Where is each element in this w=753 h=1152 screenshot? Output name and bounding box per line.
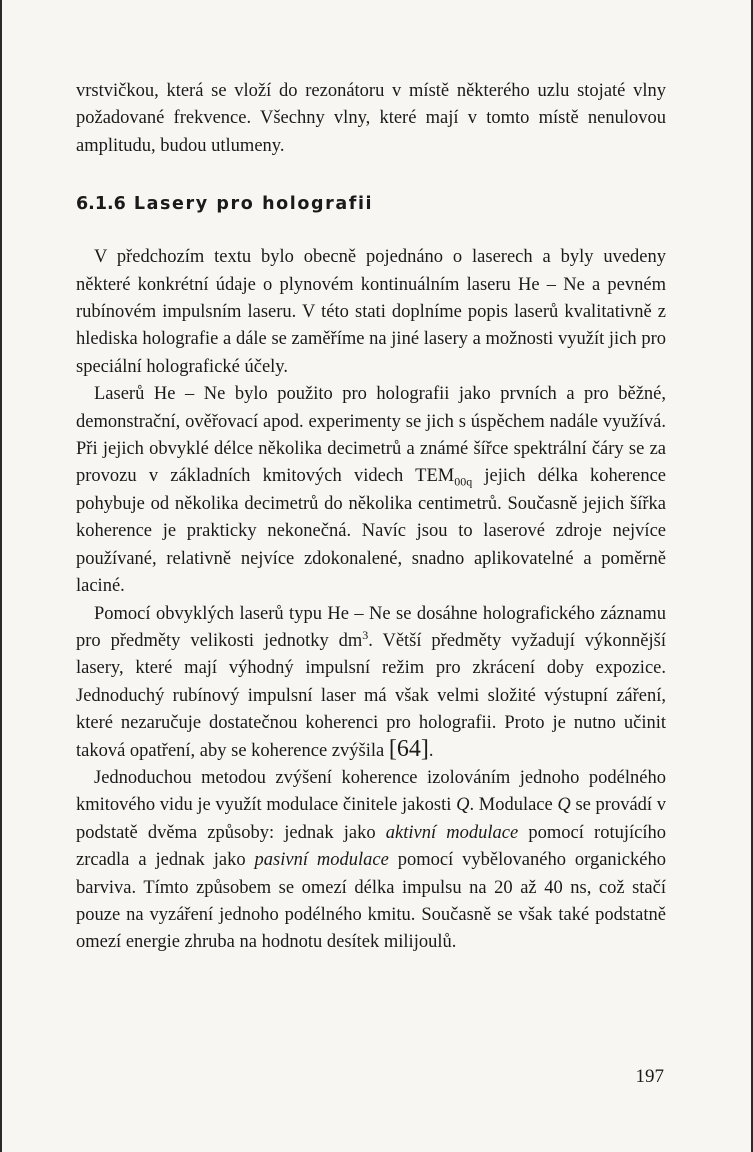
emphasis-active-modulation: aktivní modulace xyxy=(385,822,519,843)
text-run: pomocí vybělovaného organického barviva. Tímto způsobem se omezí délka impulsu na 20 až 40 ns, což stačí pouze na vyzáření jednoho podélného kmitu. Současně se však také podstatně omezí energie zhruba na hodnotu desítek milijoulů. xyxy=(76,850,666,953)
symbol-q: Q xyxy=(557,795,571,816)
continuation-paragraph: vrstvičkou, která se vloží do rezonátoru v místě některého uzlu stojaté vlny požadované frekvence. Všechny vlny, které mají v tomto místě nenulovou amplitudu, budou utlumeny. xyxy=(76,81,666,156)
text-run: . xyxy=(428,740,434,761)
section-title: Lasery pro holografii xyxy=(133,194,374,215)
section-number: 6.1.6 xyxy=(76,194,126,215)
citation: [64] xyxy=(388,735,429,762)
subscript: 00q xyxy=(454,475,473,490)
text-run: Pomocí obvyklých laserů typu He – Ne se dosáhne holografického záznamu pro předměty velikosti jednotky dm xyxy=(76,603,666,651)
text-run: jejich délka koherence pohybuje od několika decimetrů do několika centimetrů. Současně jejich šířka koherence je prakticky nekonečná. Navíc jsou to laserové zdroje nejvíce používané, relativně nejvíce zdokonalené, snadno aplikovatelné a poměrně laciné. xyxy=(76,466,666,597)
text-run: se provádí v podstatě dvěma způsoby: jednak jako xyxy=(76,795,666,843)
paragraph-intro: V předchozím textu bylo obecně pojednáno o laserech a byly uvedeny některé konkrétní údaje o plynovém kontinuálním laseru He – Ne a pevném rubínovém impulsním laseru. V této stati doplníme popis laserů kvalitativně z hlediska holografie a dále se zaměříme na jiné lasery a možnosti využít jich pro speciální holografické účely. xyxy=(76,247,666,377)
page-body xyxy=(76,78,666,957)
superscript: 3 xyxy=(362,627,369,642)
page-number: 197 xyxy=(635,1066,664,1087)
paragraph-larger-objects xyxy=(76,601,666,765)
section-heading xyxy=(76,194,666,214)
paragraph-he-ne xyxy=(76,381,666,600)
text-run: . Větší předměty vyžadují výkonnější lasery, které mají výhodný impulsní režim pro zkrácení doby expozice. Jednoduchý rubínový impulsní laser má však velmi složité výstupní záření, které nezaručuje dostatečnou koherenci pro holografii. Proto je nutno učinit taková opatření, aby se koherence zvýšila xyxy=(76,630,666,761)
paragraph-q-modulation xyxy=(76,765,666,957)
text-run: . Modulace xyxy=(469,795,558,816)
text-run: Laserů He – Ne bylo použito pro holografii jako prvních a pro běžné, demonstrační, ověřovací apod. experimenty se jich s úspěchem nadále využívá. Při jejich obvyklé délce několika decimetrů a známé šířce spektrální čáry se za provozu v základních kmitových videch TEM xyxy=(76,384,666,487)
page-edge-left xyxy=(0,0,2,1152)
symbol-q: Q xyxy=(456,795,470,816)
emphasis-passive-modulation: pasivní modulace xyxy=(254,850,389,871)
text-run: Jednoduchou metodou zvýšení koherence izolováním jednoho podélného kmitového vidu je využít modulace činitele jakosti xyxy=(76,767,666,816)
text-run: pomocí rotujícího zrcadla a jednak jako xyxy=(76,822,666,871)
